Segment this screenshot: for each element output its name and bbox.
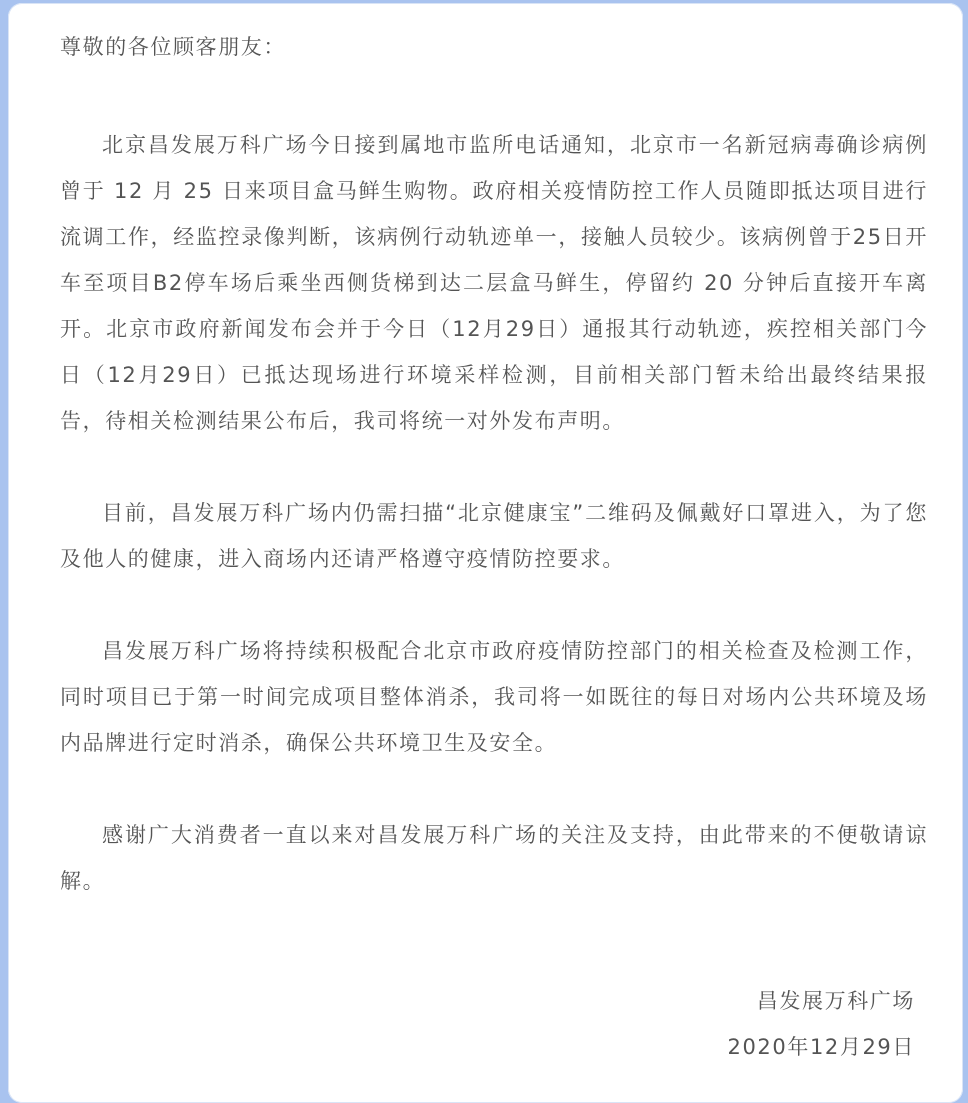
paragraph-disinfection: 昌发展万科广场将持续积极配合北京市政府疫情防控部门的相关检查及检测工作，同时项目已于第一时间完成项目整体消杀，我司将一如既往的每日对场内公共环境及场内品牌进行定时消杀，确保公共环境卫生及安全。 xyxy=(60,639,928,755)
greeting: 尊敬的各位顾客朋友： xyxy=(60,35,286,59)
signature-organization: 昌发展万科广场 xyxy=(756,989,915,1013)
notice-panel xyxy=(8,3,963,1103)
signature-date: 2020年12月29日 xyxy=(727,1035,915,1059)
paragraph-incident: 北京昌发展万科广场今日接到属地市监所电话通知，北京市一名新冠病毒确诊病例曾于 12 月 25 日来项目盒马鲜生购物。政府相关疫情防控工作人员随即抵达项目进行流调工作，经监控录像判断，该病例行动轨迹单一，接触人员较少。该病例曾于25日开车至项目B2停车场后乘坐西侧货梯到达二层盒马鲜生，停留约 20 分钟后直接开车离开。北京市政府新闻发布会并于今日（12月29日）通报其行动轨迹，疾控相关部门今日（12月29日）已抵达现场进行环境采样检测，目前相关部门暂未给出最终结果报告，待相关检测结果公布后，我司将统一对外发布声明。 xyxy=(60,133,928,433)
notice-body xyxy=(60,27,928,904)
paragraph-entry-requirements: 目前，昌发展万科广场内仍需扫描“北京健康宝”二维码及佩戴好口罩进入，为了您及他人的健康，进入商场内还请严格遵守疫情防控要求。 xyxy=(60,501,928,571)
paragraph-thanks: 感谢广大消费者一直以来对昌发展万科广场的关注及支持，由此带来的不便敬请谅解。 xyxy=(60,823,928,893)
